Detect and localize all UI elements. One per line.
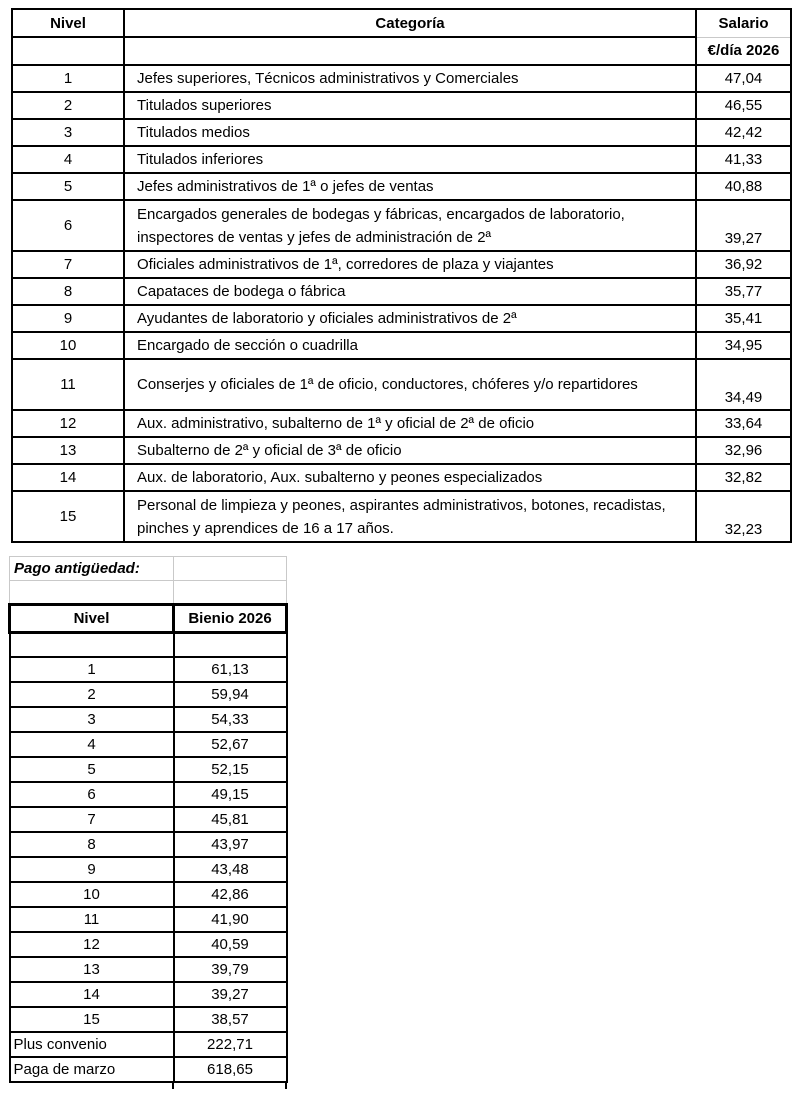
- categoria-cell: Titulados superiores: [124, 92, 696, 119]
- spacer-row: [10, 581, 287, 605]
- column-header-bienio: Bienio 2026: [174, 605, 287, 633]
- nivel-cell: 7: [10, 807, 174, 832]
- nivel-cell: 10: [12, 332, 124, 359]
- seniority-table-row: [10, 732, 287, 757]
- categoria-cell: Conserjes y oficiales de 1ª de oficio, conductores, chóferes y/o repartidores: [124, 359, 696, 410]
- nivel-cell: 3: [12, 119, 124, 146]
- salary-table-container: [11, 8, 792, 543]
- seniority-table-row: [10, 807, 287, 832]
- bienio-cell: 43,48: [174, 857, 287, 882]
- salario-cell: 47,04: [696, 65, 791, 92]
- salary-table-row: [12, 65, 791, 92]
- column-header-nivel: Nivel: [10, 605, 174, 633]
- empty-cell: [174, 633, 287, 657]
- seniority-table-row: [10, 782, 287, 807]
- salario-cell: 40,88: [696, 173, 791, 200]
- categoria-cell: Capataces de bodega o fábrica: [124, 278, 696, 305]
- seniority-table-row: [10, 1007, 287, 1032]
- salary-table-row: [12, 491, 791, 542]
- salario-cell: 34,95: [696, 332, 791, 359]
- categoria-cell: Personal de limpieza y peones, aspirantes administrativos, botones, recadistas, pinches y aprendices de 16 a 17 años.: [124, 491, 696, 542]
- salario-cell: 32,96: [696, 437, 791, 464]
- categoria-cell: Encargados generales de bodegas y fábricas, encargados de laboratorio, inspectores de ventas y jefes de administración de 2ª: [124, 200, 696, 251]
- empty-cell: [10, 581, 174, 605]
- salary-table-row: [12, 332, 791, 359]
- empty-cell: [174, 581, 287, 605]
- seniority-table-footer-row: [10, 1057, 287, 1082]
- salario-cell: 41,33: [696, 146, 791, 173]
- seniority-table-row: [10, 957, 287, 982]
- salary-table-row: [12, 146, 791, 173]
- salary-table-subheader-row: [12, 37, 791, 65]
- nivel-cell: 12: [10, 932, 174, 957]
- bienio-cell: 43,97: [174, 832, 287, 857]
- nivel-cell: 4: [12, 146, 124, 173]
- footer-label-cell: Plus convenio: [10, 1032, 174, 1057]
- categoria-cell: Encargado de sección o cuadrilla: [124, 332, 696, 359]
- salario-cell: 32,82: [696, 464, 791, 491]
- salario-cell: 33,64: [696, 410, 791, 437]
- bienio-cell: 39,79: [174, 957, 287, 982]
- seniority-table-title: Pago antigüedad:: [10, 557, 174, 581]
- empty-cell: [12, 37, 124, 65]
- footer-label-cell: Paga de marzo: [10, 1057, 174, 1082]
- salary-table-row: [12, 359, 791, 410]
- bienio-cell: 45,81: [174, 807, 287, 832]
- nivel-cell: 2: [12, 92, 124, 119]
- bienio-cell: 41,90: [174, 907, 287, 932]
- salario-cell: 42,42: [696, 119, 791, 146]
- salary-table-row: [12, 437, 791, 464]
- footer-value-cell: 222,71: [174, 1032, 287, 1057]
- categoria-cell: Jefes superiores, Técnicos administrativos y Comerciales: [124, 65, 696, 92]
- column-header-salario: Salario: [696, 9, 791, 37]
- nivel-cell: 1: [10, 657, 174, 682]
- salario-cell: 35,41: [696, 305, 791, 332]
- bienio-cell: 59,94: [174, 682, 287, 707]
- seniority-table-row: [10, 932, 287, 957]
- seniority-table-row: [10, 857, 287, 882]
- nivel-cell: 9: [12, 305, 124, 332]
- salary-table: [11, 8, 792, 543]
- bienio-cell: 40,59: [174, 932, 287, 957]
- salary-table-row: [12, 305, 791, 332]
- bienio-cell: 61,13: [174, 657, 287, 682]
- categoria-cell: Titulados inferiores: [124, 146, 696, 173]
- nivel-cell: 6: [10, 782, 174, 807]
- seniority-table-row: [10, 982, 287, 1007]
- salary-table-row: [12, 119, 791, 146]
- salary-table-header-row: [12, 9, 791, 37]
- categoria-cell: Titulados medios: [124, 119, 696, 146]
- nivel-cell: 15: [12, 491, 124, 542]
- seniority-table-row: [10, 707, 287, 732]
- seniority-table: [8, 556, 288, 1083]
- bienio-cell: 54,33: [174, 707, 287, 732]
- seniority-table-row: [10, 832, 287, 857]
- salary-table-row: [12, 200, 791, 251]
- categoria-cell: Subalterno de 2ª y oficial de 3ª de oficio: [124, 437, 696, 464]
- salario-cell: 32,23: [696, 491, 791, 542]
- nivel-cell: 4: [10, 732, 174, 757]
- bienio-cell: 38,57: [174, 1007, 287, 1032]
- salary-table-row: [12, 92, 791, 119]
- salary-table-row: [12, 173, 791, 200]
- seniority-table-container: [8, 556, 288, 1083]
- bienio-cell: 49,15: [174, 782, 287, 807]
- salario-cell: 36,92: [696, 251, 791, 278]
- nivel-cell: 7: [12, 251, 124, 278]
- salary-table-row: [12, 410, 791, 437]
- categoria-cell: Ayudantes de laboratorio y oficiales administrativos de 2ª: [124, 305, 696, 332]
- column-header-categoria: Categoría: [124, 9, 696, 37]
- nivel-cell: 5: [10, 757, 174, 782]
- empty-cell: [124, 37, 696, 65]
- column-header-salario-unit: €/día 2026: [696, 37, 791, 65]
- seniority-table-row: [10, 757, 287, 782]
- nivel-cell: 2: [10, 682, 174, 707]
- categoria-cell: Aux. de laboratorio, Aux. subalterno y peones especializados: [124, 464, 696, 491]
- seniority-table-row: [10, 907, 287, 932]
- salario-cell: 34,49: [696, 359, 791, 410]
- nivel-cell: 8: [12, 278, 124, 305]
- categoria-cell: Aux. administrativo, subalterno de 1ª y oficial de 2ª de oficio: [124, 410, 696, 437]
- column-header-nivel: Nivel: [12, 9, 124, 37]
- empty-cell: [174, 557, 287, 581]
- nivel-cell: 3: [10, 707, 174, 732]
- nivel-cell: 11: [12, 359, 124, 410]
- nivel-cell: 15: [10, 1007, 174, 1032]
- partial-gridline: [172, 1081, 174, 1089]
- nivel-cell: 9: [10, 857, 174, 882]
- nivel-cell: 1: [12, 65, 124, 92]
- bienio-cell: 42,86: [174, 882, 287, 907]
- salary-table-row: [12, 278, 791, 305]
- seniority-table-row: [10, 682, 287, 707]
- nivel-cell: 14: [10, 982, 174, 1007]
- nivel-cell: 12: [12, 410, 124, 437]
- nivel-cell: 8: [10, 832, 174, 857]
- nivel-cell: 14: [12, 464, 124, 491]
- salario-cell: 35,77: [696, 278, 791, 305]
- partial-gridline: [285, 1081, 287, 1089]
- nivel-cell: 5: [12, 173, 124, 200]
- categoria-cell: Jefes administrativos de 1ª o jefes de ventas: [124, 173, 696, 200]
- nivel-cell: 11: [10, 907, 174, 932]
- salario-cell: 39,27: [696, 200, 791, 251]
- nivel-cell: 13: [12, 437, 124, 464]
- seniority-title-row: [10, 557, 287, 581]
- seniority-table-footer-row: [10, 1032, 287, 1057]
- nivel-cell: 10: [10, 882, 174, 907]
- salario-cell: 46,55: [696, 92, 791, 119]
- salary-table-row: [12, 251, 791, 278]
- empty-cell: [10, 633, 174, 657]
- nivel-cell: 6: [12, 200, 124, 251]
- salary-table-row: [12, 464, 791, 491]
- categoria-cell: Oficiales administrativos de 1ª, corredores de plaza y viajantes: [124, 251, 696, 278]
- empty-row: [10, 633, 287, 657]
- bienio-cell: 52,15: [174, 757, 287, 782]
- seniority-table-header-row: [10, 605, 287, 633]
- footer-value-cell: 618,65: [174, 1057, 287, 1082]
- nivel-cell: 13: [10, 957, 174, 982]
- seniority-table-row: [10, 657, 287, 682]
- bienio-cell: 52,67: [174, 732, 287, 757]
- bienio-cell: 39,27: [174, 982, 287, 1007]
- seniority-table-row: [10, 882, 287, 907]
